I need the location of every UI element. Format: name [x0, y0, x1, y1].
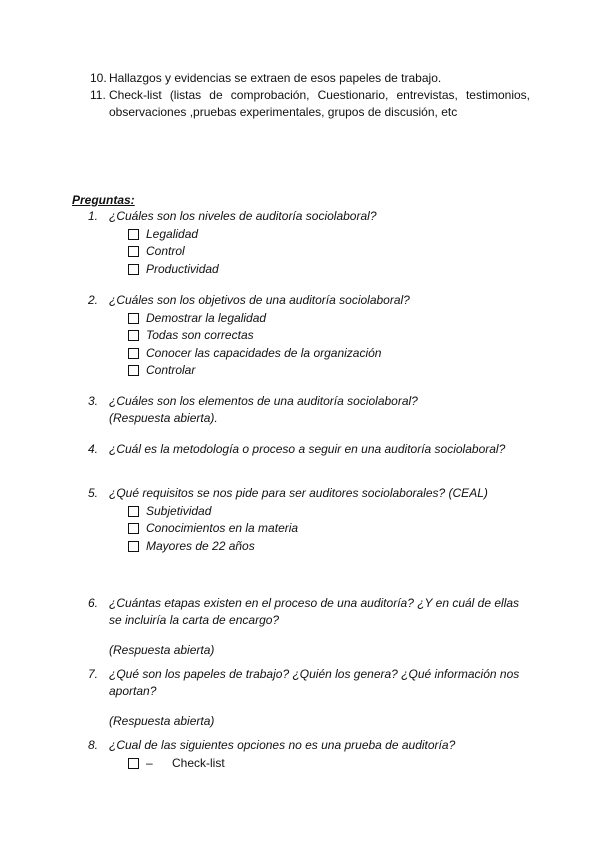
option-label: Control	[146, 244, 185, 259]
question-number: 2.	[88, 293, 99, 307]
option-item[interactable]	[128, 243, 533, 260]
option-item[interactable]	[128, 362, 533, 379]
options-list	[88, 503, 533, 555]
question-number: 8.	[88, 738, 99, 752]
option-label: Productividad	[146, 261, 219, 276]
question-6	[88, 595, 533, 659]
checkbox-icon[interactable]	[128, 313, 139, 324]
options-list	[88, 310, 533, 379]
option-item[interactable]	[128, 310, 533, 327]
option-item[interactable]	[128, 503, 533, 520]
checkbox-icon[interactable]	[128, 246, 139, 257]
checkbox-icon[interactable]	[128, 348, 139, 359]
option-item[interactable]	[128, 520, 533, 537]
section-heading: Preguntas:	[72, 193, 135, 207]
list-text: Hallazgos y evidencias se extraen de esos papeles de trabajo.	[109, 71, 442, 85]
option-label: Legalidad	[146, 227, 199, 242]
intro-list	[90, 70, 530, 121]
checkbox-icon[interactable]	[128, 365, 139, 376]
checkbox-icon[interactable]	[128, 330, 139, 341]
option-label: Demostrar la legalidad	[146, 311, 267, 326]
question-text: ¿Cuántas etapas existen en el proceso de una auditoría? ¿Y en cuál de ellas se incluiría la carta de encargo?	[109, 596, 520, 627]
option-label: Conocimientos en la materia	[146, 521, 299, 536]
checkbox-icon[interactable]	[128, 229, 139, 240]
list-number: 10.	[90, 71, 107, 85]
question-text: ¿Cuál es la metodología o proceso a seguir en una auditoría sociolaboral?	[109, 442, 506, 456]
option-item[interactable]	[128, 345, 533, 362]
question-2	[88, 292, 533, 379]
option-label: Todas son correctas	[146, 328, 254, 343]
question-1	[88, 208, 533, 278]
option-item[interactable]	[128, 327, 533, 344]
intro-item-10	[90, 70, 530, 87]
question-text: ¿Qué son los papeles de trabajo? ¿Quién los genera? ¿Qué información nos aportan?	[109, 667, 520, 698]
dash-marker: –	[146, 756, 153, 771]
open-answer-note: (Respuesta abierta).	[109, 411, 218, 425]
option-label: Controlar	[146, 363, 196, 378]
question-3	[88, 393, 533, 427]
question-text: ¿Qué requisitos se nos pide para ser auditores sociolaborales? (CEAL)	[109, 486, 488, 500]
option-item[interactable]	[128, 261, 533, 278]
options-list	[88, 226, 533, 278]
question-number: 6.	[88, 596, 99, 610]
question-number: 5.	[88, 486, 99, 500]
option-item[interactable]	[128, 538, 533, 555]
question-4	[88, 441, 533, 458]
open-answer-note: (Respuesta abierta)	[109, 643, 215, 657]
question-text: ¿Cual de las siguientes opciones no es una prueba de auditoría?	[109, 738, 456, 752]
question-text: ¿Cuáles son los objetivos de una auditoría sociolaboral?	[109, 293, 410, 307]
question-8	[88, 737, 533, 772]
open-answer-note: (Respuesta abierta)	[109, 714, 215, 728]
question-number: 3.	[88, 394, 99, 408]
checkbox-icon[interactable]	[128, 523, 139, 534]
question-number: 4.	[88, 442, 99, 456]
checkbox-icon[interactable]	[128, 264, 139, 275]
question-number: 1.	[88, 209, 99, 223]
checkbox-icon[interactable]	[128, 541, 139, 552]
question-number: 7.	[88, 667, 99, 681]
question-text: ¿Cuáles son los elementos de una auditoría sociolaboral?	[109, 394, 418, 408]
option-label: Conocer las capacidades de la organización	[146, 345, 382, 360]
checkbox-icon[interactable]	[128, 506, 139, 517]
list-number: 11.	[90, 88, 106, 102]
checkbox-icon[interactable]	[128, 758, 139, 769]
option-label: Subjetividad	[146, 504, 212, 519]
list-text: Check-list (listas de comprobación, Cuestionario, entrevistas, testimonios, observaciones ,pruebas experimentales, grupos de discusión, etc	[109, 88, 530, 119]
question-text: ¿Cuáles son los niveles de auditoría sociolaboral?	[109, 209, 377, 223]
options-list	[88, 755, 533, 772]
option-item[interactable]	[128, 226, 533, 243]
question-5	[88, 485, 533, 555]
option-label: Mayores de 22 años	[146, 538, 255, 553]
intro-item-11	[90, 87, 530, 121]
option-label: Check-list	[172, 756, 225, 771]
option-item[interactable]	[128, 755, 533, 772]
question-7	[88, 666, 533, 730]
